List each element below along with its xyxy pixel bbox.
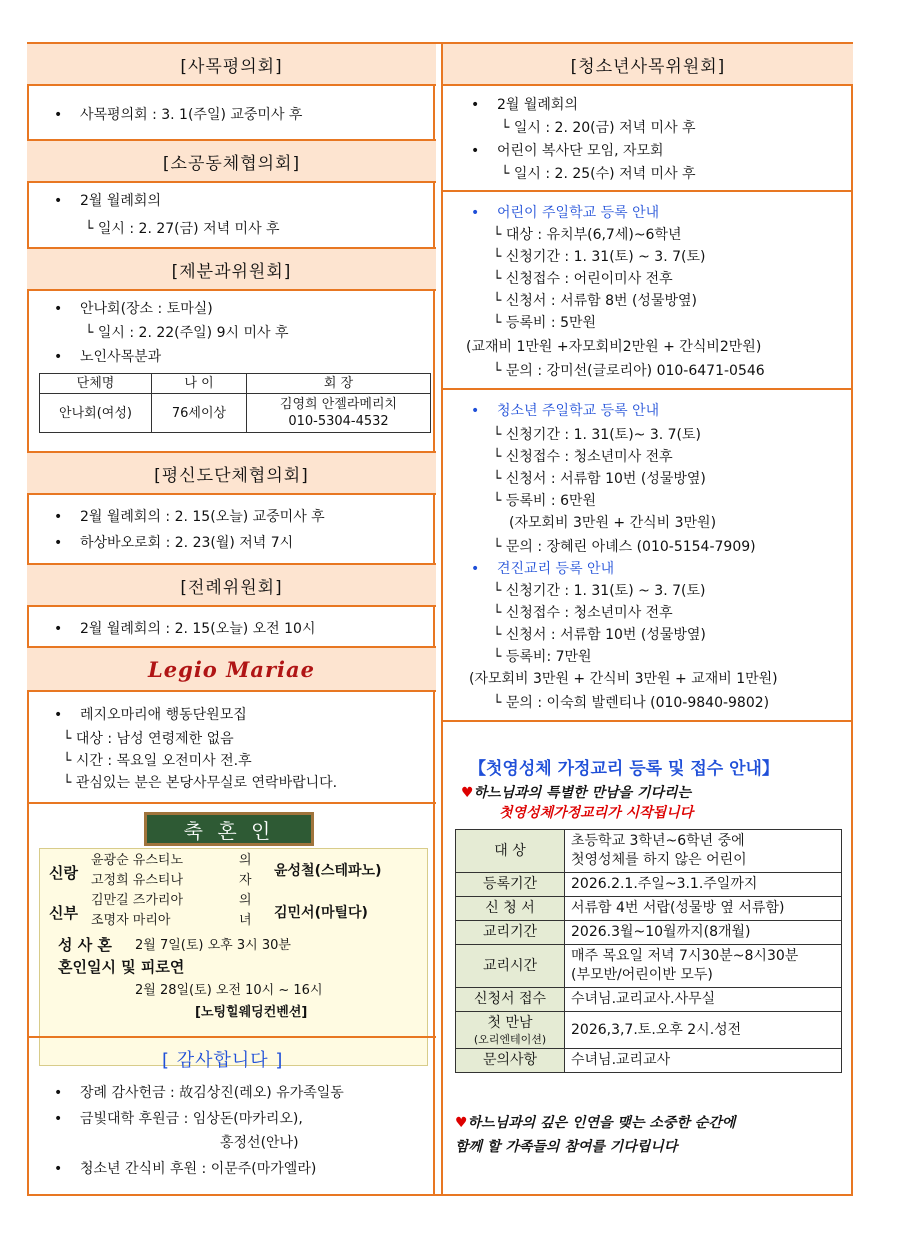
table-key: 대 상 xyxy=(456,830,565,873)
list-item: └ 시간 : 목요일 오전미사 전.후 xyxy=(63,753,252,769)
first-communion-title: 【첫영성체 가정교리 등록 및 접수 안내】 xyxy=(469,759,779,779)
wedding-title-board: 축 혼 인 xyxy=(144,812,314,846)
list-item: • 레지오마리애 행동단원모집 xyxy=(80,706,247,724)
list-item: └ 문의 : 이숙희 발렌티나 (010-9840-9802) xyxy=(493,695,770,711)
confirmation-heading: • 견진교리 등록 안내 xyxy=(497,560,614,578)
divider xyxy=(443,190,853,192)
groom-father: 윤광순 유스티노 xyxy=(91,853,184,868)
list-item: └ 등록비: 7만원 xyxy=(493,649,592,665)
youth-committee-header xyxy=(443,42,853,86)
table-header-row xyxy=(40,374,431,394)
section-title: [평신도단체협의회] xyxy=(154,465,309,486)
table-value: 서류함 4번 서랍(성물방 옆 서류함) xyxy=(565,897,842,921)
key-line: 첫 만남 xyxy=(487,1015,533,1031)
list-item: └ 일시 : 2. 25(수) 저녁 미사 후 xyxy=(501,166,696,182)
value-line: 첫영성체를 하지 않은 어린이 xyxy=(571,852,747,868)
groom-label: 신랑 xyxy=(49,864,78,882)
list-item: • 어린이 복사단 모임, 자모회 xyxy=(497,142,664,160)
divider xyxy=(27,1036,436,1038)
list-item: └ 일시 : 2. 22(주일) 9시 미사 후 xyxy=(85,325,289,341)
bride-label: 신부 xyxy=(49,904,78,922)
table-row xyxy=(456,921,842,945)
table-cell: 76세이상 xyxy=(152,394,247,433)
venue: [노팅힐웨딩컨벤션] xyxy=(195,1005,308,1020)
list-item: • 2월 월례회의 xyxy=(80,192,161,210)
first-communion-table xyxy=(455,829,842,1073)
table-header: 나 이 xyxy=(152,374,247,394)
first-communion-intro-2: 첫영성체가정교리가 시작됩니다 xyxy=(499,805,694,821)
list-item: • 안나회(장소 : 토마실) xyxy=(80,300,213,318)
left-column xyxy=(27,42,436,1196)
list-item: └ 신청서 : 서류함 10번 (성물방옆) xyxy=(493,627,706,643)
groom-mother: 고정희 유스티나 xyxy=(91,873,184,888)
table-row xyxy=(456,988,842,1012)
bride-father: 김만길 즈가리아 xyxy=(91,893,184,908)
list-item: • 장례 감사헌금 : 故김상진(레오) 유가족일동 xyxy=(80,1084,344,1102)
table-key: 신청서 접수 xyxy=(456,988,565,1012)
table-row xyxy=(40,394,431,433)
bride-mother: 조명자 마리아 xyxy=(91,913,171,928)
section-title: [청소년사목위원회] xyxy=(570,56,726,77)
table-value xyxy=(565,945,842,988)
table-value: 2026,3,7.토.오후 2시.성전 xyxy=(565,1012,842,1049)
list-item: └ 등록비 : 5만원 xyxy=(493,315,597,331)
key-line: (오리엔테이션) xyxy=(473,1033,547,1046)
children-school-heading: • 어린이 주일학교 등록 안내 xyxy=(497,204,659,222)
first-communion-outro-2: 함께 할 가족들의 참여를 기다립니다 xyxy=(455,1139,678,1155)
sacrament-date: 2월 7일(토) 오후 3시 30분 xyxy=(135,938,291,953)
value-line: 매주 목요일 저녁 7시30분~8시30분 xyxy=(571,948,799,964)
list-item: └ 신청서 : 서류함 8번 (성물방옆) xyxy=(493,293,697,309)
relation-text: 의 xyxy=(239,853,252,868)
table-row xyxy=(456,1049,842,1073)
community-council-header xyxy=(27,139,436,183)
value-line: 초등학교 3학년~6학년 중에 xyxy=(571,833,745,849)
table-key: 등록기간 xyxy=(456,873,565,897)
groom-name: 윤성철(스테파노) xyxy=(274,863,382,879)
divider xyxy=(443,388,853,390)
table-row xyxy=(456,945,842,988)
table-row xyxy=(456,1012,842,1049)
list-item: (교재비 1만원 +자모회비2만원 + 간식비2만원) xyxy=(466,339,762,355)
table-cell xyxy=(247,394,431,433)
list-item: └ 신청서 : 서류함 10번 (성물방옆) xyxy=(493,471,706,487)
list-item: 홍정선(안나) xyxy=(220,1135,299,1151)
list-item: • 2월 월례회의 : 2. 15(오늘) 교중미사 후 xyxy=(80,508,325,526)
list-item: • 2월 월례회의 xyxy=(497,96,578,114)
reception-date: 2월 28일(토) 오전 10시 ~ 16시 xyxy=(135,983,323,998)
sacrament-label: 성 사 혼 xyxy=(58,936,112,954)
first-communion-intro xyxy=(461,784,691,802)
table-header: 회 장 xyxy=(247,374,431,394)
president-phone: 010-5304-4532 xyxy=(288,414,389,429)
relation-text: 녀 xyxy=(239,913,252,928)
heart-icon: ♥ xyxy=(455,1115,468,1131)
list-item: • 사목평의회 : 3. 1(주일) 교중미사 후 xyxy=(80,106,302,124)
list-item: └ 신청기간 : 1. 31(토)~ 3. 7(토) xyxy=(493,427,702,443)
list-item: • 청소년 간식비 후원 : 이문주(마가엘라) xyxy=(80,1160,316,1178)
laity-council-header xyxy=(27,451,436,495)
table-key: 교리기간 xyxy=(456,921,565,945)
bride-name: 김민서(마틸다) xyxy=(274,905,368,921)
liturgy-committee-header xyxy=(27,563,436,607)
list-item: (자모회비 3만원 + 간식비 3만원) xyxy=(509,515,717,531)
relation-text: 자 xyxy=(239,873,252,888)
table-key: 신 청 서 xyxy=(456,897,565,921)
list-item: └ 신청접수 : 청소년미사 전후 xyxy=(493,605,673,621)
divider xyxy=(27,802,436,804)
list-item: • 하상바오로회 : 2. 23(월) 저녁 7시 xyxy=(80,534,293,552)
list-item: └ 대상 : 남성 연령제한 없음 xyxy=(63,731,234,747)
list-item: └ 관심있는 분은 본당사무실로 연락바랍니다. xyxy=(63,775,338,791)
pastoral-council-header xyxy=(27,42,436,86)
youth-school-heading: • 청소년 주일학교 등록 안내 xyxy=(497,402,659,420)
table-key: 문의사항 xyxy=(456,1049,565,1073)
list-item: └ 등록비 : 6만원 xyxy=(493,493,597,509)
list-item: └ 문의 : 장혜린 아녜스 (010-5154-7909) xyxy=(493,539,756,555)
table-header: 단체명 xyxy=(40,374,152,394)
first-communion-outro xyxy=(455,1114,735,1132)
table-row xyxy=(456,897,842,921)
table-key xyxy=(456,1012,565,1049)
thanks-title: [ 감사합니다 ] xyxy=(162,1050,284,1071)
list-item: └ 일시 : 2. 20(금) 저녁 미사 후 xyxy=(501,120,696,136)
list-item: └ 대상 : 유치부(6,7세)~6학년 xyxy=(493,227,682,243)
table-row xyxy=(456,873,842,897)
list-item: └ 신청접수 : 어린이미사 전후 xyxy=(493,271,673,287)
list-item: └ 신청접수 : 청소년미사 전후 xyxy=(493,449,673,465)
table-row xyxy=(456,830,842,873)
table-value xyxy=(565,830,842,873)
jebun-committee-header xyxy=(27,247,436,291)
list-item: └ 신청기간 : 1. 31(토) ~ 3. 7(토) xyxy=(493,583,706,599)
legio-mariae-logo: Legio Mariae xyxy=(148,656,315,682)
section-title: [제분과위원회] xyxy=(171,261,292,282)
section-title: [사목평의회] xyxy=(180,56,283,77)
list-item: • 노인사목분과 xyxy=(80,348,161,366)
reception-label: 혼인일시 및 피로연 xyxy=(58,958,185,976)
senior-group-table xyxy=(39,373,431,433)
list-item: └ 문의 : 강미선(글로리아) 010-6471-0546 xyxy=(493,363,765,379)
intro-text: 하느님과의 특별한 만남을 기다리는 xyxy=(473,785,692,801)
list-item: (자모회비 3만원 + 간식비 3만원 + 교재비 1만원) xyxy=(469,671,778,687)
section-title: [소공동체협의회] xyxy=(162,153,301,174)
section-title: [전례위원회] xyxy=(180,577,283,598)
table-cell: 안나회(여성) xyxy=(40,394,152,433)
heart-icon: ♥ xyxy=(461,785,474,801)
table-value: 2026.3월~10월까지(8개월) xyxy=(565,921,842,945)
list-item: • 금빛대학 후원금 : 임상돈(마카리오), xyxy=(80,1110,303,1128)
legio-mariae-header xyxy=(27,646,436,692)
outro-text: 하느님과의 깊은 인연을 맺는 소중한 순간에 xyxy=(467,1115,736,1131)
relation-text: 의 xyxy=(239,893,252,908)
list-item: └ 신청기간 : 1. 31(토) ~ 3. 7(토) xyxy=(493,249,706,265)
value-line: (부모반/어린이반 모두) xyxy=(571,967,713,983)
table-key: 교리시간 xyxy=(456,945,565,988)
table-value: 2026.2.1.주일~3.1.주일까지 xyxy=(565,873,842,897)
table-value: 수녀님.교리교사.사무실 xyxy=(565,988,842,1012)
list-item: • 2월 월례회의 : 2. 15(오늘) 오전 10시 xyxy=(80,620,315,638)
divider xyxy=(443,720,853,722)
table-value: 수녀님.교리교사 xyxy=(565,1049,842,1073)
president-name: 김영희 안젤라메리치 xyxy=(279,397,398,412)
list-item: └ 일시 : 2. 27(금) 저녁 미사 후 xyxy=(85,221,280,237)
